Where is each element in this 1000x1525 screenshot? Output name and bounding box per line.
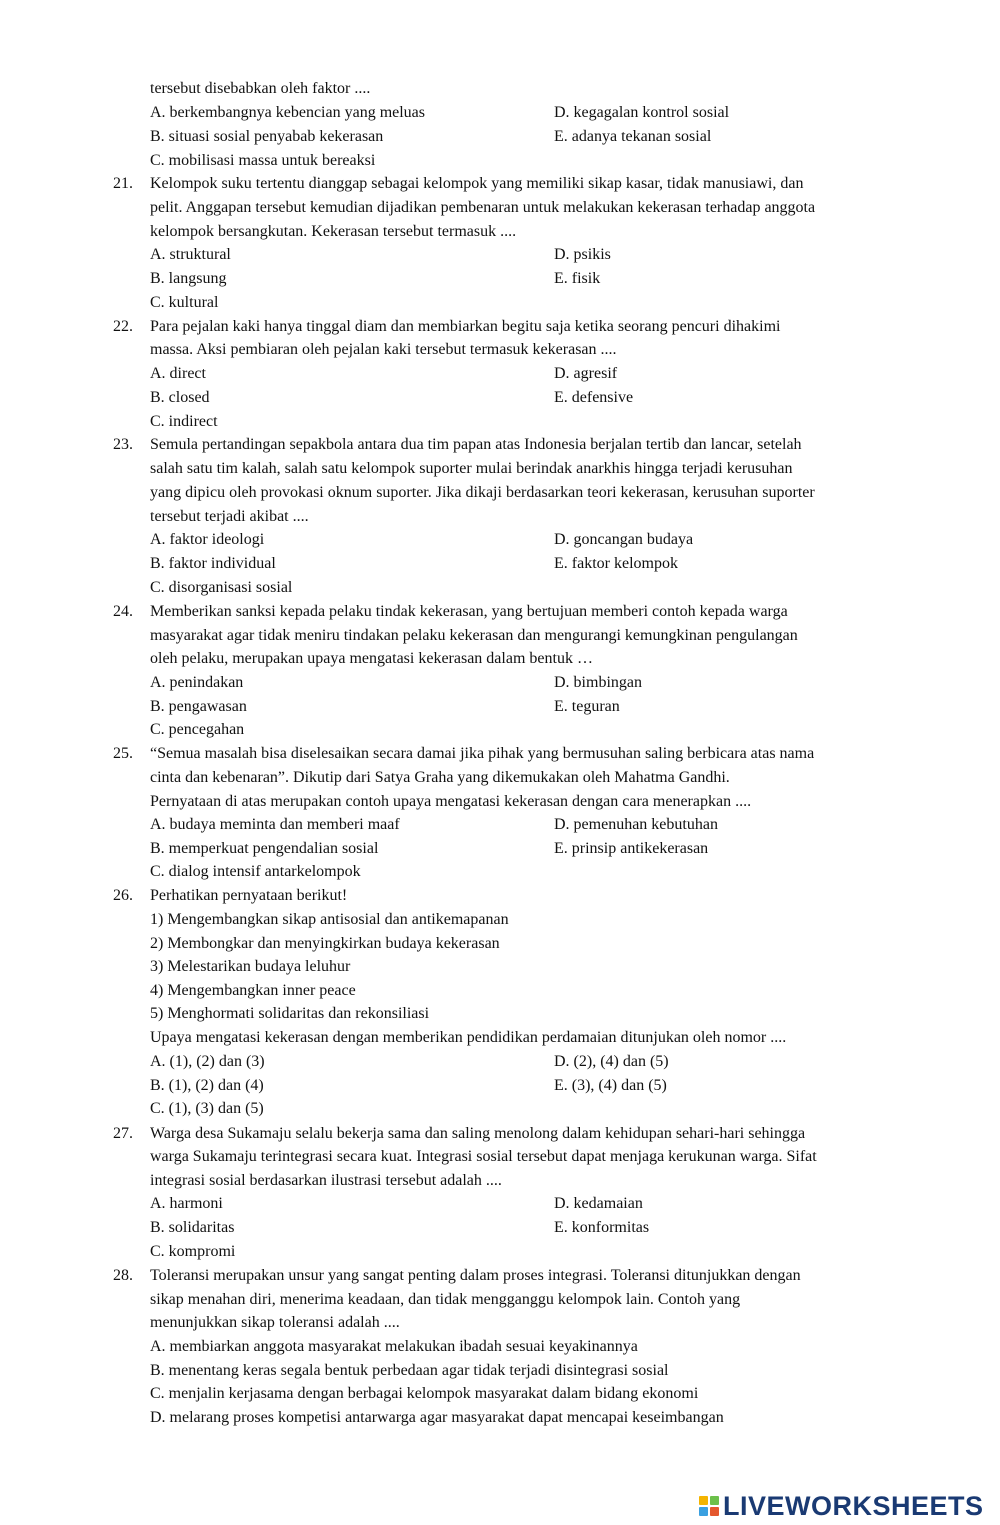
option-d: D. psikis — [554, 246, 611, 263]
option-b: B. pengawasan — [150, 698, 247, 715]
question-text: sikap menahan diri, menerima keadaan, dan tidak mengganggu kelompok lain. Contoh yang — [150, 1291, 741, 1308]
question-text: Pernyataan di atas merupakan contoh upaya mengatasi kekerasan dengan cara menerapkan .... — [150, 793, 752, 810]
question-text: Perhatikan pernyataan berikut! — [150, 887, 348, 904]
question-text: massa. Aksi pembiaran oleh pejalan kaki tersebut termasuk kekerasan .... — [150, 341, 617, 358]
question-stem: tersebut disebabkan oleh faktor .... — [150, 80, 371, 97]
question-number: 25. — [113, 745, 133, 762]
logo-square-icon — [710, 1507, 719, 1516]
option-b: B. faktor individual — [150, 555, 276, 572]
option-b: B. situasi sosial penyabab kekerasan — [150, 128, 384, 145]
option-c: C. kompromi — [150, 1243, 236, 1260]
logo-mark-icon — [699, 1496, 719, 1516]
option-e: E. adanya tekanan sosial — [554, 128, 712, 145]
option-c: C. disorganisasi sosial — [150, 579, 293, 596]
option-a: A. faktor ideologi — [150, 531, 265, 548]
question-text: Para pejalan kaki hanya tinggal diam dan membiarkan begitu saja ketika seorang pencuri dihakimi — [150, 318, 781, 335]
question-text: Warga desa Sukamaju selalu bekerja sama dan saling menolong dalam kehidupan sehari-hari sehingga — [150, 1125, 806, 1142]
option-d: D. goncangan budaya — [554, 531, 694, 548]
logo-square-icon — [699, 1496, 708, 1505]
question-text: kelompok bersangkutan. Kekerasan tersebut termasuk .... — [150, 223, 517, 240]
option-a: A. struktural — [150, 246, 231, 263]
question-number: 23. — [113, 436, 133, 453]
question-number: 26. — [113, 887, 133, 904]
question-text: “Semua masalah bisa diselesaikan secara damai jika pihak yang bermusuhan saling berbicara atas nama — [150, 745, 815, 762]
option-c: C. pencegahan — [150, 721, 245, 738]
option-b: B. (1), (2) dan (4) — [150, 1077, 264, 1094]
question-number: 28. — [113, 1267, 133, 1284]
question-number: 22. — [113, 318, 133, 335]
option-e: E. (3), (4) dan (5) — [554, 1077, 667, 1094]
option-d: D. kedamaian — [554, 1195, 643, 1212]
option-e: E. fisik — [554, 270, 601, 287]
logo-square-icon — [710, 1496, 719, 1505]
option-d: D. (2), (4) dan (5) — [554, 1053, 669, 1070]
option-c: C. mobilisasi massa untuk bereaksi — [150, 152, 376, 169]
option-a: A. harmoni — [150, 1195, 223, 1212]
question-text: tersebut terjadi akibat .... — [150, 508, 309, 525]
question-text: Upaya mengatasi kekerasan dengan memberikan pendidikan perdamaian ditunjukan oleh nomor .... — [150, 1029, 787, 1046]
question-text: cinta dan kebenaran”. Dikutip dari Satya Graha yang dikemukakan oleh Mahatma Gandhi. — [150, 769, 730, 786]
list-item: 1) Mengembangkan sikap antisosial dan antikemapanan — [150, 911, 509, 928]
option-d: D. melarang proses kompetisi antarwarga agar masyarakat dapat mencapai keseimbangan — [150, 1409, 724, 1426]
question-number: 27. — [113, 1125, 133, 1142]
logo-square-icon — [699, 1507, 708, 1516]
option-b: B. menentang keras segala bentuk perbedaan agar tidak terjadi disintegrasi sosial — [150, 1362, 669, 1379]
question-text: oleh pelaku, merupakan upaya mengatasi kekerasan dalam bentuk … — [150, 650, 593, 667]
option-b: B. solidaritas — [150, 1219, 235, 1236]
list-item: 3) Melestarikan budaya leluhur — [150, 958, 351, 975]
option-c: C. menjalin kerjasama dengan berbagai kelompok masyarakat dalam bidang ekonomi — [150, 1385, 699, 1402]
list-item: 5) Menghormati solidaritas dan rekonsiliasi — [150, 1005, 430, 1022]
option-a: A. direct — [150, 365, 206, 382]
question-text: Toleransi merupakan unsur yang sangat penting dalam proses integrasi. Toleransi ditunjukkan dengan — [150, 1267, 801, 1284]
option-a: A. membiarkan anggota masyarakat melakukan ibadah sesuai keyakinannya — [150, 1338, 638, 1355]
option-d: D. agresif — [554, 365, 618, 382]
option-d: D. pemenuhan kebutuhan — [554, 816, 718, 833]
option-a: A. (1), (2) dan (3) — [150, 1053, 265, 1070]
option-c: C. (1), (3) dan (5) — [150, 1100, 264, 1117]
option-a: A. berkembangnya kebencian yang meluas — [150, 104, 426, 121]
question-text: yang dipicu oleh provokasi oknum suporter. Jika dikaji berdasarkan teori kekerasan, kerusuhan suporter — [150, 484, 815, 501]
question-text: Memberikan sanksi kepada pelaku tindak kekerasan, yang bertujuan memberi contoh kepada warga — [150, 603, 788, 620]
question-text: salah satu tim kalah, salah satu kelompok suporter mulai berindak anarkhis hingga terjadi kerusuhan — [150, 460, 793, 477]
option-b: B. langsung — [150, 270, 227, 287]
option-a: A. penindakan — [150, 674, 244, 691]
question-text: integrasi sosial berdasarkan ilustrasi tersebut adalah .... — [150, 1172, 502, 1189]
option-b: B. closed — [150, 389, 210, 406]
option-c: C. indirect — [150, 413, 218, 430]
option-b: B. memperkuat pengendalian sosial — [150, 840, 379, 857]
option-c: C. dialog intensif antarkelompok — [150, 863, 361, 880]
question-text: Kelompok suku tertentu dianggap sebagai kelompok yang memiliki sikap kasar, tidak manusiawi, dan — [150, 175, 804, 192]
question-number: 21. — [113, 175, 133, 192]
list-item: 2) Membongkar dan menyingkirkan budaya kekerasan — [150, 935, 500, 952]
question-text: Semula pertandingan sepakbola antara dua tim papan atas Indonesia berjalan tertib dan lancar, setelah — [150, 436, 802, 453]
question-text: masyarakat agar tidak meniru tindakan pelaku kekerasan dan mengurangi kemungkinan pengulangan — [150, 627, 798, 644]
option-c: C. kultural — [150, 294, 219, 311]
question-text: pelit. Anggapan tersebut kemudian dijadikan pembenaran untuk melakukan kekerasan terhadap anggota — [150, 199, 816, 216]
option-e: E. teguran — [554, 698, 620, 715]
option-d: D. kegagalan kontrol sosial — [554, 104, 730, 121]
option-e: E. konformitas — [554, 1219, 650, 1236]
question-text: warga Sukamaju terintegrasi secara kuat. Integrasi sosial tersebut dapat menjaga kerukunan warga. Sifat — [150, 1148, 817, 1165]
question-text: menunjukkan sikap toleransi adalah .... — [150, 1314, 400, 1331]
list-item: 4) Mengembangkan inner peace — [150, 982, 356, 999]
option-d: D. bimbingan — [554, 674, 642, 691]
option-e: E. prinsip antikekerasan — [554, 840, 709, 857]
option-a: A. budaya meminta dan memberi maaf — [150, 816, 400, 833]
option-e: E. faktor kelompok — [554, 555, 678, 572]
option-e: E. defensive — [554, 389, 634, 406]
question-number: 24. — [113, 603, 133, 620]
liveworksheets-logo[interactable] — [699, 1491, 984, 1521]
logo-text: LIVEWORKSHEETS — [723, 1490, 984, 1521]
